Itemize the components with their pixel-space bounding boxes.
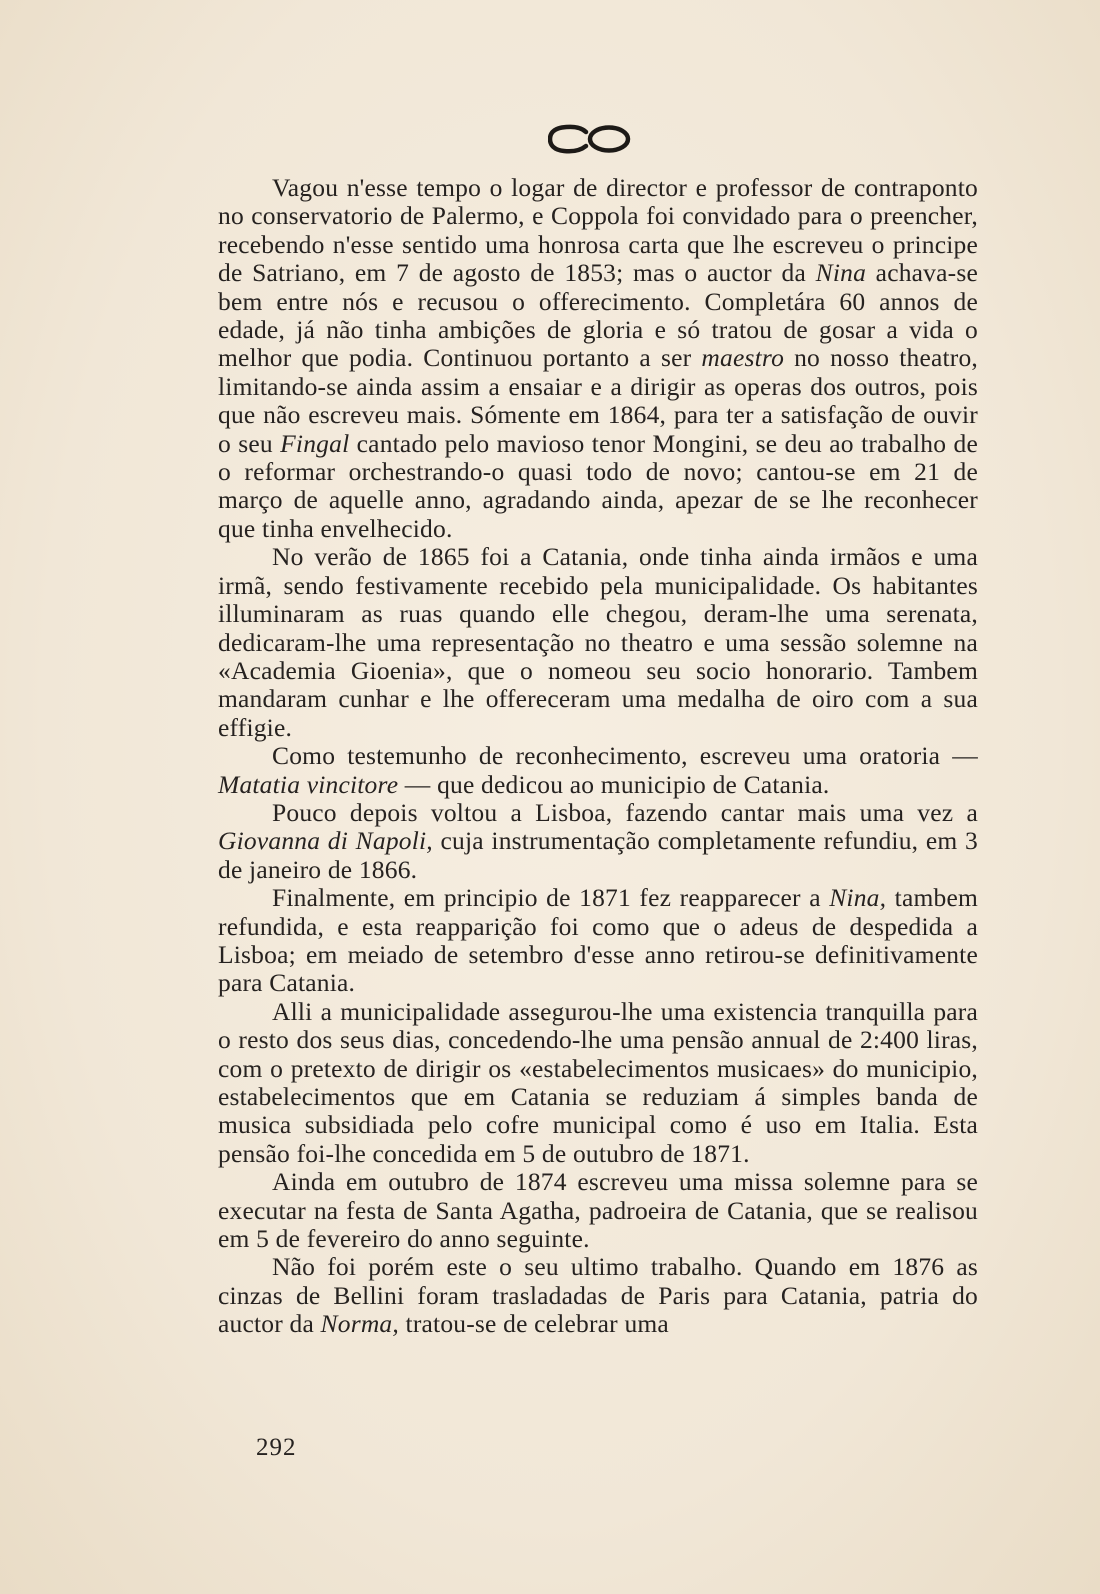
italic-title: Nina, [829, 883, 887, 913]
italic-title: maestro [701, 343, 785, 373]
text-run: Vagou n'esse tempo o logar de director e professor de contraponto no conservatorio de Palermo, e Coppola foi convidado para o preencher, recebendo n'esse sentido uma honrosa carta que lhe escreveu o principe de Satriano, em 7 de agosto de 1853; mas o auctor da [218, 173, 978, 288]
text-run: No verão de 1865 foi a Catania, onde tinha ainda irmãos e uma irmã, sendo festivamente recebido pela municipalidade. Os habitantes illuminaram as ruas quando elle chegou, deram-lhe uma serenata, dedicaram-lhe uma representação no theatro e uma sessão solemne na «Academia Gioenia», que o nomeou seu socio honorario. Tambem mandaram cunhar e lhe offereceram uma medalha de oiro com a sua effigie. [218, 542, 978, 742]
paragraph [218, 998, 978, 1168]
text-run: Ainda em outubro de 1874 escreveu uma missa solemne para se executar na festa de Santa Agatha, padroeira de Catania, que se realisou em 5 de fevereiro do anno seguinte. [218, 1167, 978, 1254]
paragraph [218, 884, 978, 998]
text-run: cantado pelo mavioso tenor Mongini, se deu ao trabalho de o reformar orchestrando-o quasi todo de novo; cantou-se em 21 de março de aquelle anno, agradando ainda, apezar de se lhe reconhecer que tinha envelhecido. [218, 428, 978, 543]
text-run: tratou-se de celebrar uma [398, 1309, 669, 1339]
text-run: Como testemunho de reconhecimento, escreveu uma oratoria — [272, 741, 978, 771]
page-number: 292 [256, 1434, 297, 1461]
paragraph [218, 174, 978, 543]
italic-title: Norma, [320, 1309, 399, 1339]
paragraph [218, 1253, 978, 1338]
italic-title: Matatia vincitore [218, 769, 399, 799]
paragraph [218, 742, 978, 799]
text-run: achava-se bem entre nós e recusou o offerecimento. Completára 60 annos de edade, já não tinha ambições de gloria e só tratou de gosar a vida o melhor que podia. Continuou portanto a ser [218, 258, 978, 373]
text-run: Finalmente, em principio de 1871 fez reapparecer a [272, 883, 830, 913]
text-run: Não foi porém este o seu ultimo trabalho. Quando em 1876 as cinzas de Bellini foram trasladadas de Paris para Catania, patria do auctor da [218, 1252, 978, 1339]
text-run: — que dedicou ao municipio de Catania. [398, 769, 830, 799]
text-run: Alli a municipalidade assegurou-lhe uma existencia tranquilla para o resto dos seus dias, concedendo-lhe uma pensão annual de 2:400 liras, com o pretexto de dirigir os «estabelecimentos musicaes» do municipio, estabelecimentos que em Catania se reduziam á simples banda de musica subsidiada pelo cofre municipal como é uso em Italia. Esta pensão foi-lhe concedida em 5 de outubro de 1871. [218, 996, 978, 1168]
co-ornament-icon [548, 124, 632, 154]
text-run: Pouco depois voltou a Lisboa, fazendo cantar mais uma vez a [272, 797, 978, 827]
paragraph [218, 1168, 978, 1253]
text-run: tambem refundida, e esta reapparição foi como que o adeus de despedida a Lisboa; em meiado de setembro d'esse anno retirou-se definitivamente para Catania. [218, 883, 978, 998]
text-run: cuja instrumentação completamente refundiu, em 3 de janeiro de 1866. [218, 826, 978, 884]
italic-title: Fingal [280, 428, 350, 458]
paragraph [218, 799, 978, 884]
italic-title: Nina [815, 258, 867, 288]
paragraph [218, 543, 978, 742]
italic-title: Giovanna di Napoli, [218, 826, 433, 856]
text-run: no nosso theatro, limitando-se ainda assim a ensaiar e a dirigir as operas dos outros, pois que não escreveu mais. Sómente em 1864, para ter a satisfação de ouvir o seu [218, 343, 978, 458]
body-text [218, 174, 978, 1339]
